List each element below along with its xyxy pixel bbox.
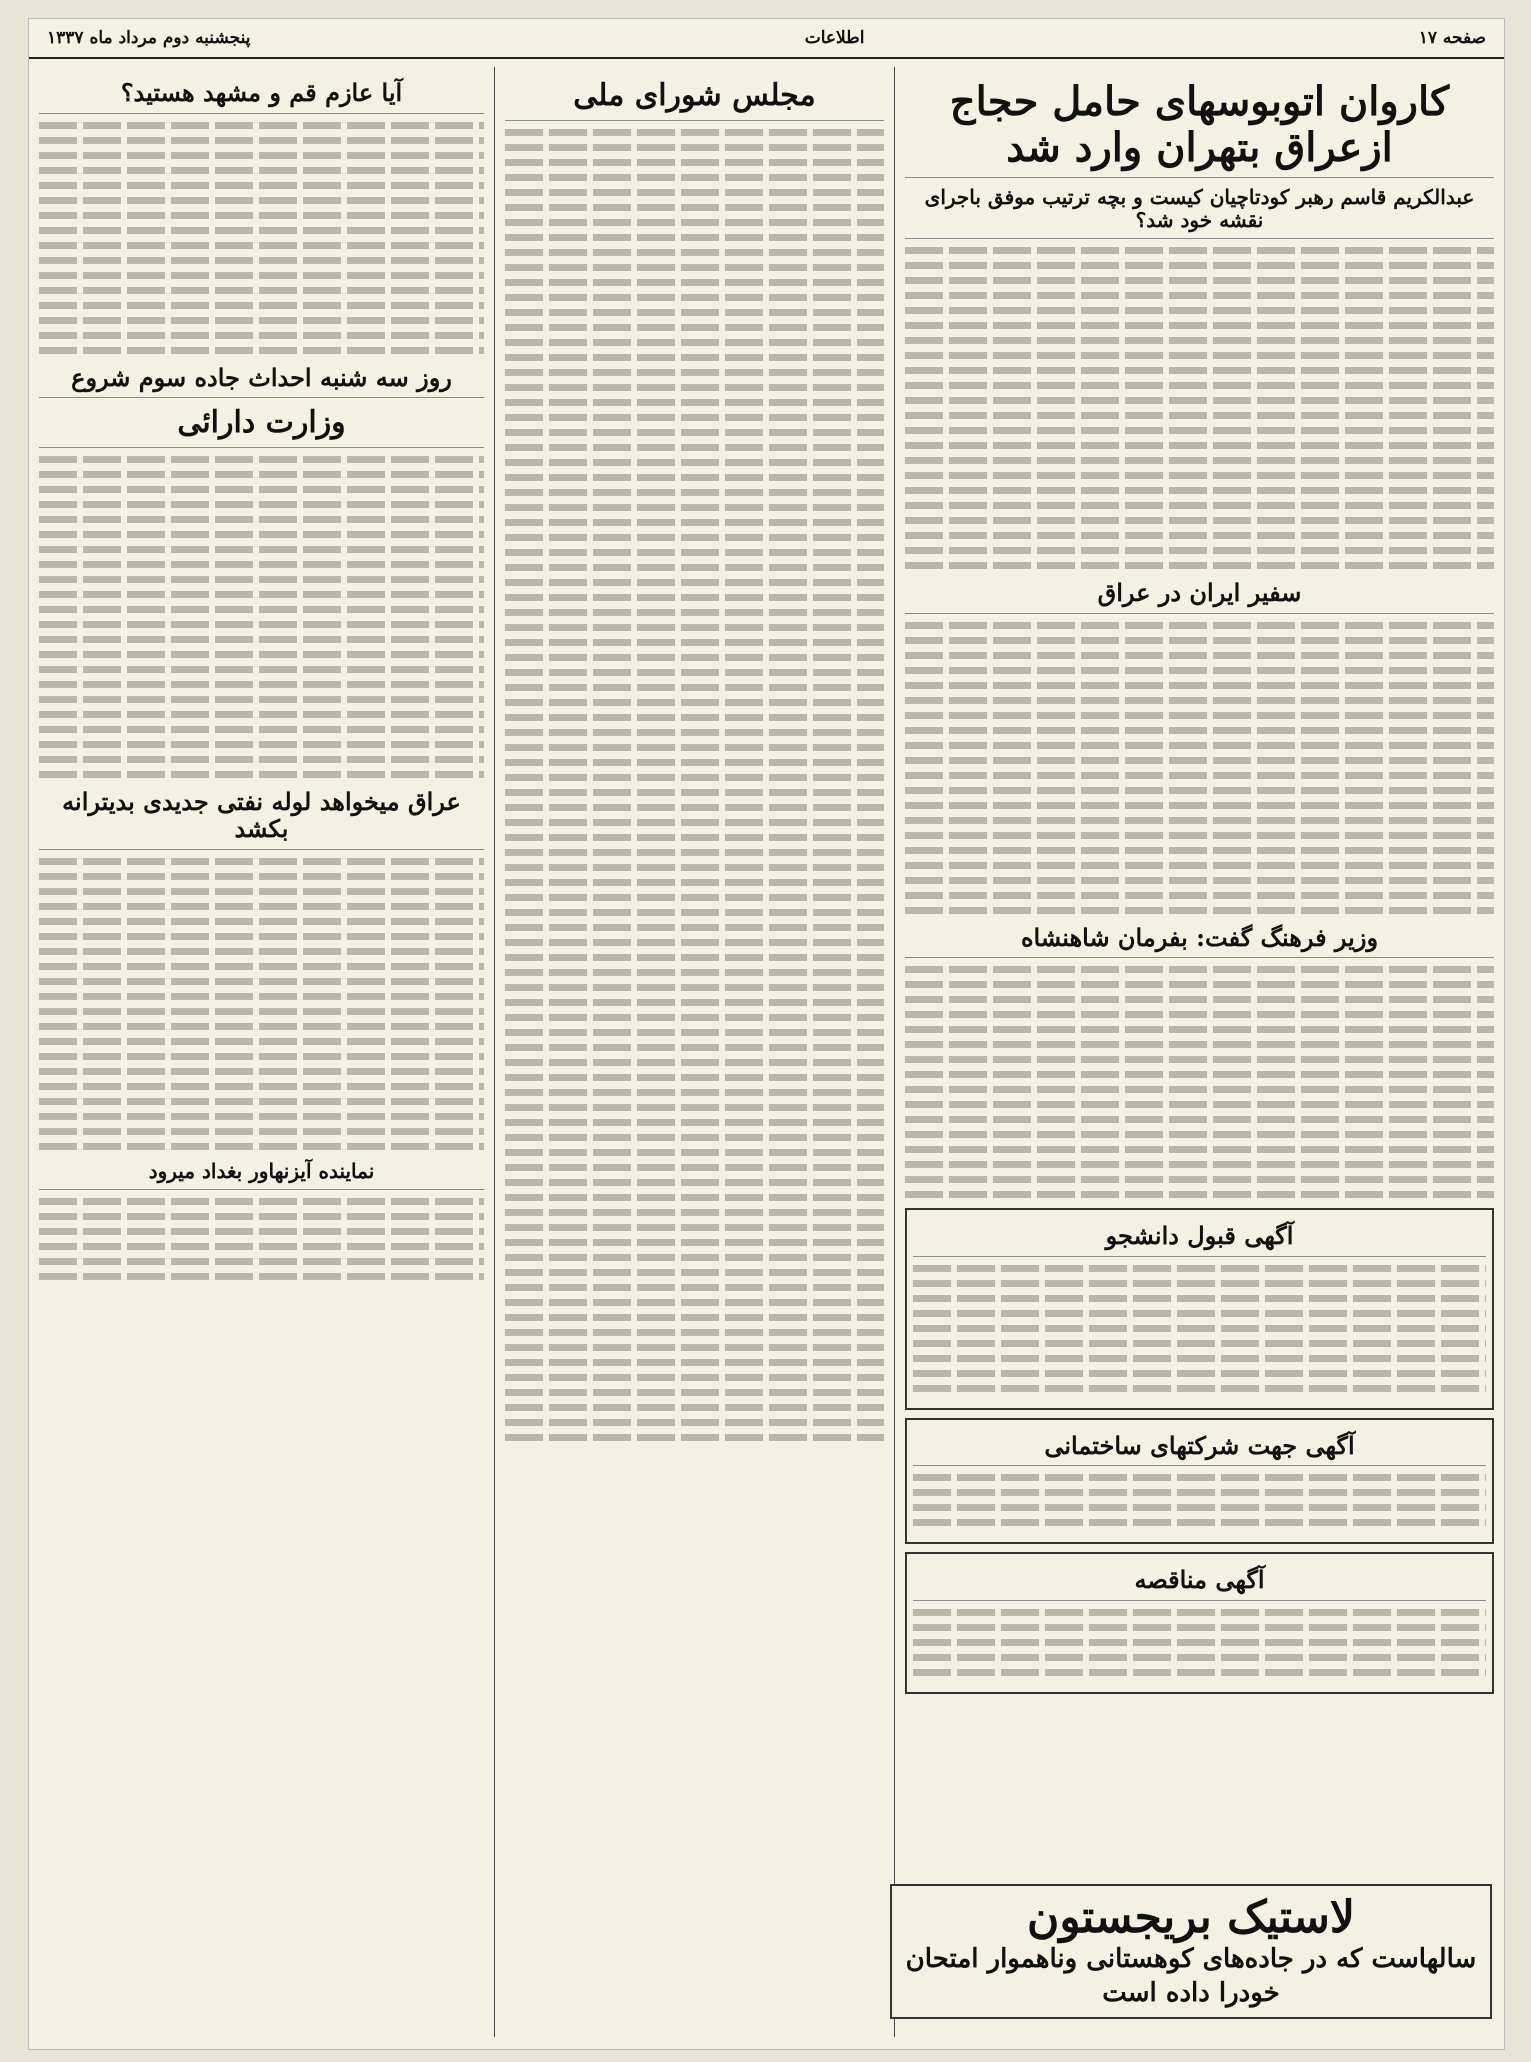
qom-headline: آیا عازم قم و مشهد هستید؟ [39, 79, 484, 114]
lead-headline: کاروان اتوبوسهای حامل حجاج ازعراق بتهران وارد شد [905, 79, 1494, 178]
ad-brand: لاستیک بریجستون [1027, 1892, 1355, 1944]
qasem-headline: عبدالکریم قاسم رهبر کودتاچیان کیست و بچه ترتیب موفق باجرای نقشه خود شد؟ [905, 186, 1494, 239]
column-majlis [494, 67, 894, 2037]
student-admission-title: آگهی قبول دانشجو [913, 1222, 1486, 1257]
lead-body [905, 247, 1494, 569]
majlis-headline: مجلس شورای ملی [505, 79, 884, 121]
date-label: پنجشنبه دوم مرداد ماه ۱۳۳۷ [47, 28, 251, 48]
finance-ministry-headline: وزارت دارائی [39, 406, 484, 448]
tender-title: آگهی مناقصه [913, 1566, 1486, 1601]
newspaper-page [28, 18, 1505, 2050]
student-admission-ad [905, 1208, 1494, 1410]
ambassador-headline: سفیر ایران در عراق [905, 579, 1494, 614]
construction-ad [905, 1418, 1494, 1545]
construction-title: آگهی جهت شرکتهای ساختمانی [913, 1432, 1486, 1467]
paper-name: اطلاعات [804, 28, 865, 48]
road-three-headline: روز سه شنبه احداث جاده سوم شروع [39, 364, 484, 399]
page-label: صفحه ۱۷ [1418, 28, 1486, 48]
masthead [29, 19, 1504, 59]
bridgestone-ad [890, 1884, 1492, 2019]
culture-minister-headline: وزیر فرهنگ گفت: بفرمان شاهنشاه [905, 924, 1494, 959]
tender-ad [905, 1552, 1494, 1694]
ad-tagline: سالهاست که در جاده‌های کوهستانی وناهموار امتحان خودرا داده است [905, 1944, 1477, 2009]
iraq-pipeline-headline: عراق میخواهد لوله نفتی جدیدی بدیترانه بکشد [39, 788, 484, 850]
column-left [29, 67, 494, 2037]
column-lead [894, 67, 1504, 2037]
representative-headline: نماینده آیزنهاور بغداد میرود [39, 1160, 484, 1190]
